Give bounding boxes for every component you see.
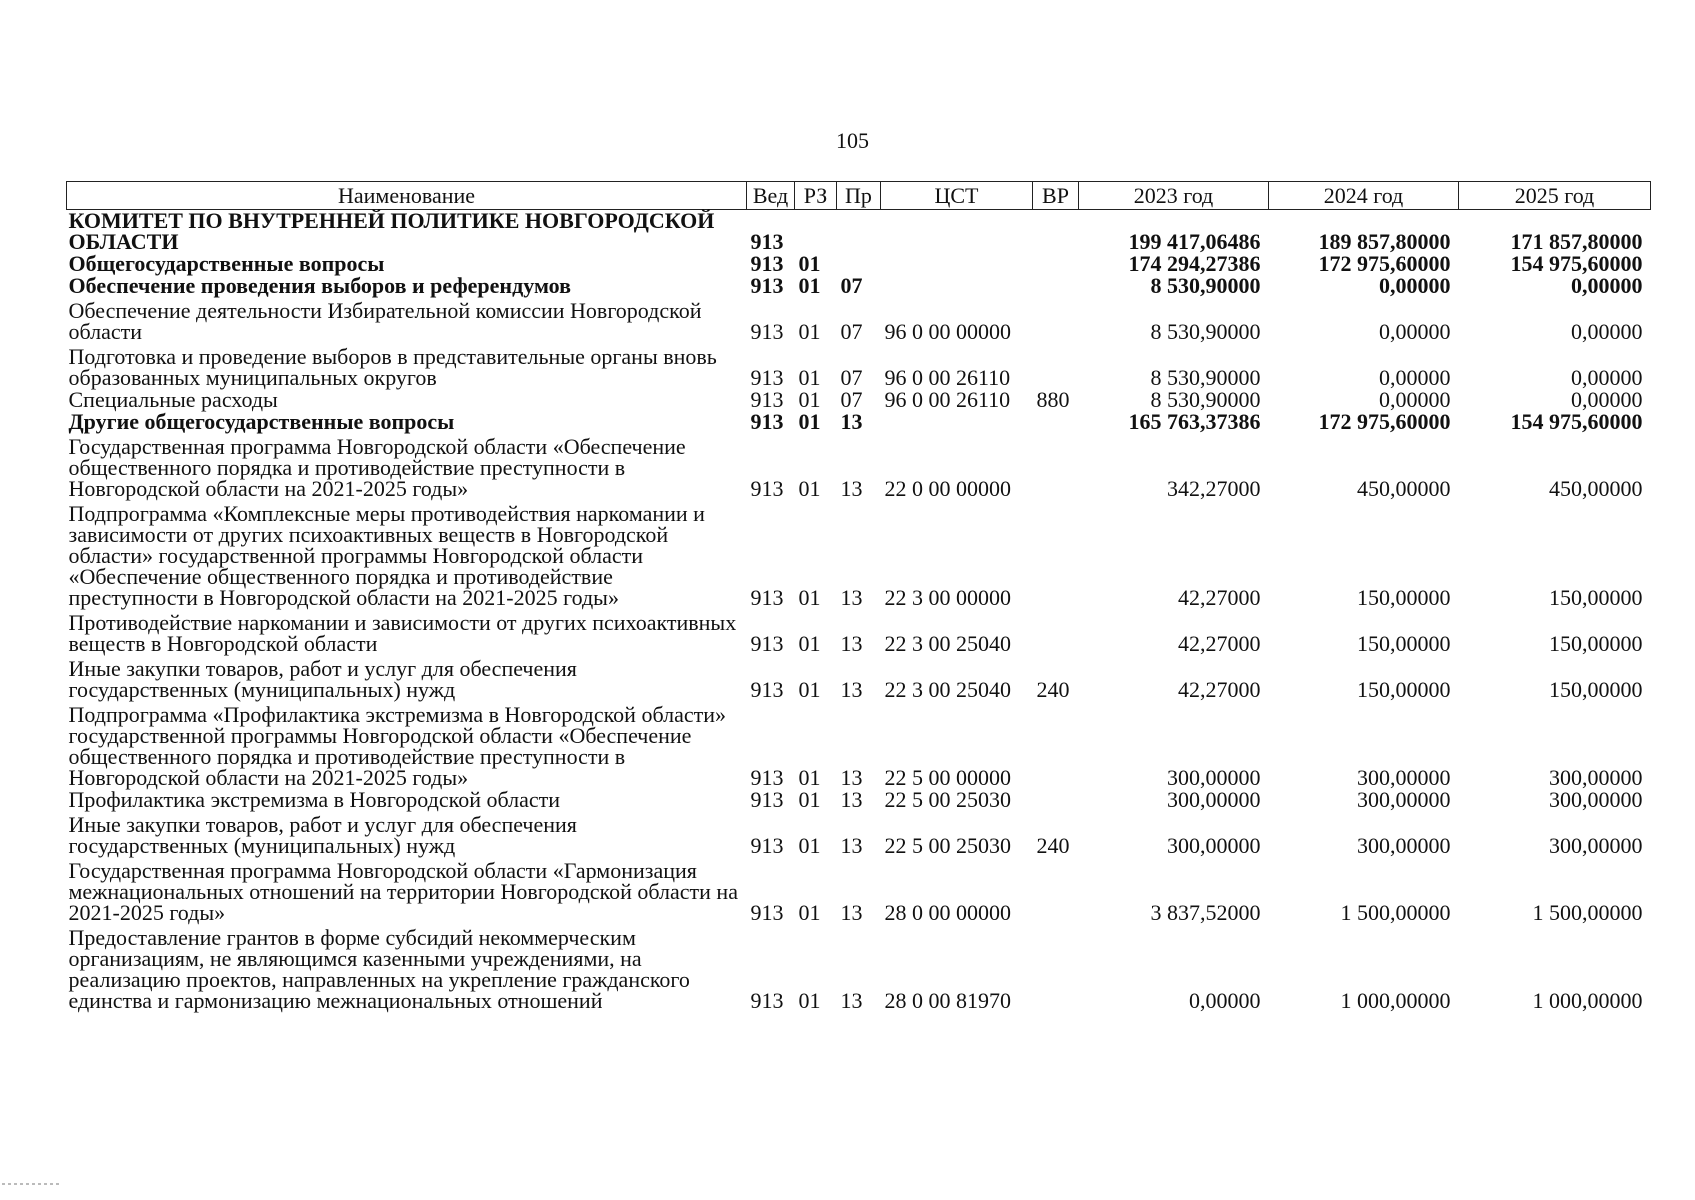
row-2025: 0,00000 — [1571, 273, 1643, 298]
header-pr: Пр — [837, 182, 881, 210]
row-pr — [837, 210, 881, 254]
row-2023: 300,00000 — [1167, 787, 1261, 812]
table-row — [67, 924, 1651, 1012]
row-2025: 171 857,80000 — [1510, 229, 1643, 254]
table-row — [67, 210, 1651, 254]
row-ved: 913 — [750, 251, 784, 276]
row-2024: 150,00000 — [1357, 677, 1451, 702]
row-pr: 13 — [840, 585, 863, 610]
row-pr: 07 — [840, 387, 863, 412]
row-pr: 13 — [840, 677, 863, 702]
row-vr — [1033, 924, 1079, 1012]
header-name: Наименование — [67, 182, 747, 210]
row-pr: 13 — [840, 833, 863, 858]
row-cst — [881, 253, 1033, 275]
table-row — [67, 701, 1651, 789]
row-cst: 28 0 00 81970 — [884, 988, 1011, 1013]
header-ved: Вед — [747, 182, 795, 210]
table-row — [67, 655, 1651, 701]
row-rz: 01 — [798, 387, 821, 412]
row-pr: 07 — [840, 365, 863, 390]
header-2023: 2023 год — [1079, 182, 1269, 210]
row-cst: 22 0 00 00000 — [884, 476, 1011, 501]
row-ved: 913 — [750, 273, 784, 298]
row-cst — [881, 411, 1033, 433]
row-2025: 150,00000 — [1549, 631, 1643, 656]
row-pr: 13 — [840, 631, 863, 656]
page-number: 105 — [836, 128, 869, 153]
row-pr: 13 — [840, 765, 863, 790]
table-row — [67, 433, 1651, 500]
row-name: Профилактика экстремизма в Новгородской области — [68, 787, 561, 812]
row-name: Подпрограмма «Комплексные меры противодействия наркомании и зависимости от других психоактивных веществ в Новгородской области» государственной программы Новгородской области «Обеспечение общественного порядка и противодействие преступности в Новгородской области на 2021-2025 годы» — [68, 501, 705, 610]
table-row — [67, 500, 1651, 609]
row-2024: 172 975,60000 — [1318, 251, 1451, 276]
row-ved: 913 — [750, 677, 784, 702]
row-name: Обеспечение деятельности Избирательной комиссии Новгородской области — [68, 298, 702, 344]
row-pr: 07 — [840, 273, 863, 298]
row-2023: 42,27000 — [1178, 631, 1261, 656]
row-2025: 1 500,00000 — [1532, 900, 1643, 925]
row-rz: 01 — [798, 765, 821, 790]
scan-artifact — [2, 1183, 60, 1185]
row-2025: 1 000,00000 — [1532, 988, 1643, 1013]
row-pr — [837, 253, 881, 275]
row-vr — [1033, 210, 1079, 254]
row-2023: 342,27000 — [1167, 476, 1261, 501]
table-row — [67, 857, 1651, 924]
row-name: Подпрограмма «Профилактика экстремизма в Новгородской области» государственной программы Новгородской области «Обеспечение общественного порядка и противодействие преступности в Новгородской области на 2021-2025 годы» — [68, 702, 726, 790]
row-2024: 0,00000 — [1379, 319, 1451, 344]
row-vr — [1033, 411, 1079, 433]
row-ved: 913 — [750, 787, 784, 812]
row-vr — [1033, 343, 1079, 389]
row-2023: 199 417,06486 — [1128, 229, 1261, 254]
row-cst: 22 5 00 00000 — [884, 765, 1011, 790]
row-2024: 0,00000 — [1379, 387, 1451, 412]
row-name: КОМИТЕТ ПО ВНУТРЕННЕЙ ПОЛИТИКЕ НОВГОРОДСКОЙ ОБЛАСТИ — [68, 208, 715, 254]
row-2023: 8 530,90000 — [1150, 387, 1261, 412]
row-cst: 22 3 00 25040 — [884, 677, 1011, 702]
header-rz: РЗ — [795, 182, 837, 210]
row-name: Другие общегосударственные вопросы — [68, 409, 455, 434]
table-row — [67, 811, 1651, 857]
row-ved: 913 — [750, 631, 784, 656]
row-cst: 22 5 00 25030 — [884, 787, 1011, 812]
row-name: Государственная программа Новгородской области «Обеспечение общественного порядка и противодействие преступности в Новгородской области на 2021-2025 годы» — [68, 434, 686, 501]
row-2024: 300,00000 — [1357, 787, 1451, 812]
row-cst: 28 0 00 00000 — [884, 900, 1011, 925]
row-rz: 01 — [798, 787, 821, 812]
row-rz: 01 — [798, 476, 821, 501]
header-2025: 2025 год — [1459, 182, 1651, 210]
row-2023: 165 763,37386 — [1128, 409, 1261, 434]
row-2024: 172 975,60000 — [1318, 409, 1451, 434]
row-2023: 0,00000 — [1189, 988, 1261, 1013]
row-vr — [1033, 789, 1079, 811]
row-cst: 96 0 00 26110 — [884, 387, 1011, 412]
row-name: Общегосударственные вопросы — [68, 251, 385, 276]
row-2024: 1 500,00000 — [1340, 900, 1451, 925]
row-ved: 913 — [750, 365, 784, 390]
row-name: Обеспечение проведения выборов и референдумов — [68, 273, 571, 298]
row-vr: 240 — [1036, 677, 1070, 702]
table-row — [67, 297, 1651, 343]
row-2024: 0,00000 — [1379, 273, 1451, 298]
table-row — [67, 609, 1651, 655]
row-rz: 01 — [798, 677, 821, 702]
row-cst: 22 3 00 00000 — [884, 585, 1011, 610]
row-vr — [1033, 433, 1079, 500]
row-rz: 01 — [798, 988, 821, 1013]
row-2025: 0,00000 — [1571, 387, 1643, 412]
table-row — [67, 389, 1651, 411]
row-cst: 22 5 00 25030 — [884, 833, 1011, 858]
row-vr: 880 — [1036, 387, 1070, 412]
row-name: Противодействие наркомании и зависимости от других психоактивных веществ в Новгородской области — [68, 610, 737, 656]
row-name: Специальные расходы — [68, 387, 278, 412]
row-rz: 01 — [798, 365, 821, 390]
row-pr: 07 — [840, 319, 863, 344]
row-cst: 96 0 00 00000 — [884, 319, 1011, 344]
row-pr: 13 — [840, 476, 863, 501]
row-ved: 913 — [750, 319, 784, 344]
row-2024: 150,00000 — [1357, 631, 1451, 656]
row-name: Государственная программа Новгородской области «Гармонизация межнациональных отношений на территории Новгородской области на 2021-2025 годы» — [68, 858, 738, 925]
row-2025: 300,00000 — [1549, 765, 1643, 790]
row-2025: 150,00000 — [1549, 677, 1643, 702]
row-2025: 0,00000 — [1571, 365, 1643, 390]
row-rz: 01 — [798, 833, 821, 858]
row-ved: 913 — [750, 833, 784, 858]
row-pr: 13 — [840, 787, 863, 812]
row-2023: 42,27000 — [1178, 585, 1261, 610]
row-ved: 913 — [750, 387, 784, 412]
row-name: Подготовка и проведение выборов в представительные органы вновь образованных муниципальных округов — [68, 344, 717, 390]
row-rz — [795, 210, 837, 254]
header-cst: ЦСТ — [881, 182, 1033, 210]
row-rz: 01 — [798, 631, 821, 656]
row-2025: 300,00000 — [1549, 833, 1643, 858]
row-rz: 01 — [798, 409, 821, 434]
row-rz: 01 — [798, 585, 821, 610]
table-row — [67, 275, 1651, 297]
row-2024: 300,00000 — [1357, 833, 1451, 858]
table-row — [67, 411, 1651, 433]
row-pr: 13 — [840, 409, 863, 434]
row-2024: 300,00000 — [1357, 765, 1451, 790]
row-2025: 300,00000 — [1549, 787, 1643, 812]
row-2023: 8 530,90000 — [1150, 273, 1261, 298]
row-2024: 450,00000 — [1357, 476, 1451, 501]
row-cst — [881, 210, 1033, 254]
row-vr — [1033, 253, 1079, 275]
row-ved: 913 — [750, 765, 784, 790]
row-2025: 450,00000 — [1549, 476, 1643, 501]
row-cst: 22 3 00 25040 — [884, 631, 1011, 656]
row-ved: 913 — [750, 900, 784, 925]
row-2024: 0,00000 — [1379, 365, 1451, 390]
table-row — [67, 789, 1651, 811]
row-2023: 42,27000 — [1178, 677, 1261, 702]
row-2023: 300,00000 — [1167, 765, 1261, 790]
row-rz: 01 — [798, 273, 821, 298]
row-vr: 240 — [1036, 833, 1070, 858]
table-row — [67, 343, 1651, 389]
row-rz: 01 — [798, 251, 821, 276]
row-vr — [1033, 297, 1079, 343]
row-cst — [881, 275, 1033, 297]
row-2025: 154 975,60000 — [1510, 409, 1643, 434]
row-2025: 150,00000 — [1549, 585, 1643, 610]
row-2024: 1 000,00000 — [1340, 988, 1451, 1013]
row-2025: 0,00000 — [1571, 319, 1643, 344]
row-ved: 913 — [750, 409, 784, 434]
row-2025: 154 975,60000 — [1510, 251, 1643, 276]
row-ved: 913 — [750, 229, 784, 254]
header-vr: ВР — [1033, 182, 1079, 210]
row-2023: 300,00000 — [1167, 833, 1261, 858]
row-rz: 01 — [798, 319, 821, 344]
row-name: Иные закупки товаров, работ и услуг для обеспечения государственных (муниципальных) нужд — [68, 812, 577, 858]
row-2023: 8 530,90000 — [1150, 365, 1261, 390]
table-header-row — [67, 182, 1651, 210]
row-cst: 96 0 00 26110 — [884, 365, 1011, 390]
row-2023: 174 294,27386 — [1128, 251, 1261, 276]
row-ved: 913 — [750, 476, 784, 501]
row-2024: 150,00000 — [1357, 585, 1451, 610]
row-2023: 3 837,52000 — [1150, 900, 1261, 925]
row-name: Иные закупки товаров, работ и услуг для обеспечения государственных (муниципальных) нужд — [68, 656, 577, 702]
budget-table — [66, 181, 1651, 1012]
table-row — [67, 253, 1651, 275]
row-pr: 13 — [840, 900, 863, 925]
row-ved: 913 — [750, 585, 784, 610]
header-2024: 2024 год — [1269, 182, 1459, 210]
row-2023: 8 530,90000 — [1150, 319, 1261, 344]
row-vr — [1033, 701, 1079, 789]
row-vr — [1033, 857, 1079, 924]
row-vr — [1033, 500, 1079, 609]
row-vr — [1033, 275, 1079, 297]
row-2024: 189 857,80000 — [1318, 229, 1451, 254]
row-rz: 01 — [798, 900, 821, 925]
row-name: Предоставление грантов в форме субсидий некоммерческим организациям, не являющимся казенными учреждениями, на реализацию проектов, направленных на укрепление гражданского единства и гармонизацию межнациональных отношений — [68, 925, 690, 1013]
row-pr: 13 — [840, 988, 863, 1013]
row-ved: 913 — [750, 988, 784, 1013]
row-vr — [1033, 609, 1079, 655]
